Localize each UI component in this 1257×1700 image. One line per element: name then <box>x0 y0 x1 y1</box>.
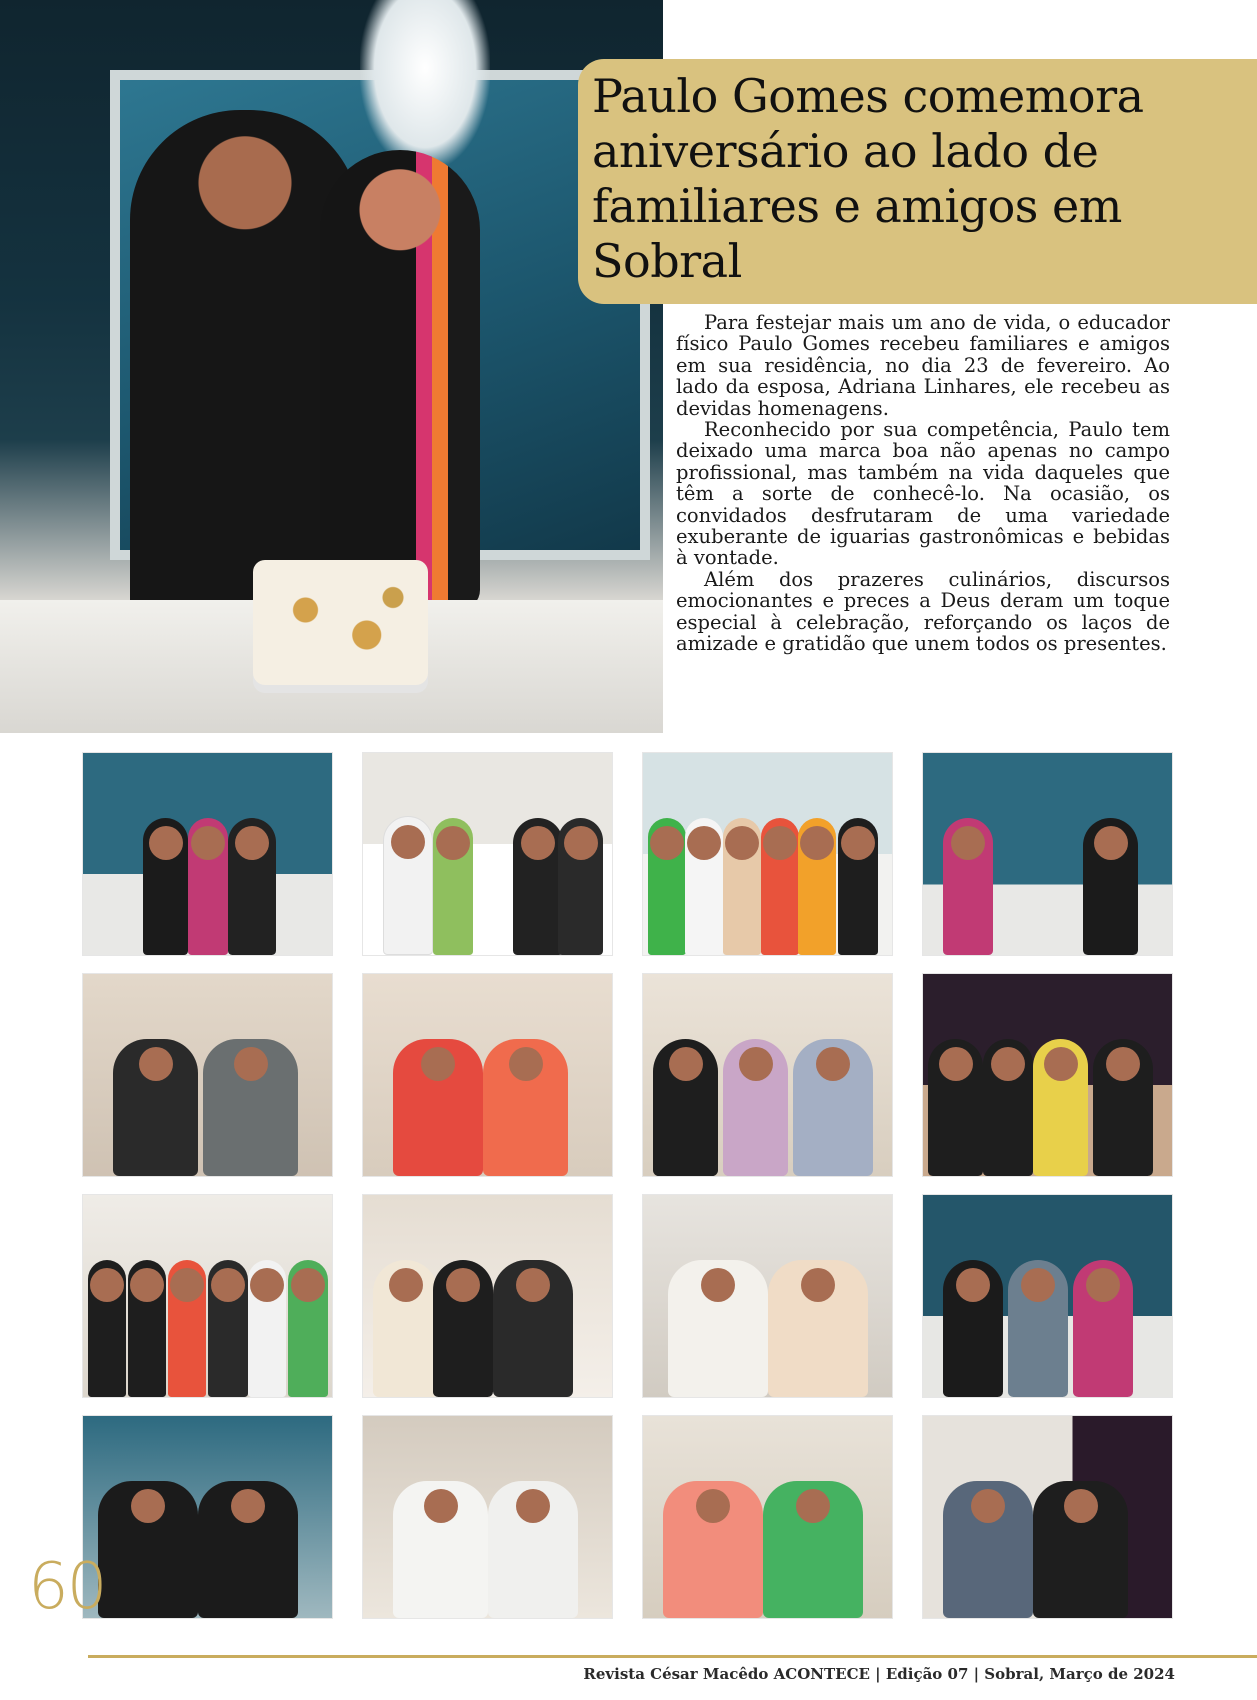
photo-grid <box>82 752 1173 1619</box>
hero-statue <box>360 0 490 170</box>
gallery-photo <box>362 752 613 956</box>
gallery-photo <box>922 752 1173 956</box>
gallery-photo <box>922 1415 1173 1619</box>
headline: Paulo Gomes comemora aniversário ao lado de familiares e amigos em Sobral <box>592 69 1144 288</box>
gallery-photo <box>362 973 613 1177</box>
gallery-photo <box>642 752 893 956</box>
article-paragraph: Além dos prazeres culinários, discursos emocionantes e preces a Deus deram um toque especial à celebração, reforçando os laços de amizade e gratidão que unem todos os presentes. <box>676 567 1170 656</box>
gallery-photo <box>922 1194 1173 1398</box>
article-body <box>676 312 1170 655</box>
hero-cake <box>253 560 428 685</box>
hero-person-woman <box>320 150 480 610</box>
page-number: 60 <box>28 1550 106 1624</box>
footer-credit: Revista César Macêdo ACONTECE | Edição 07 | Sobral, Março de 2024 <box>583 1665 1175 1683</box>
hero-photo <box>0 0 663 733</box>
headline-box <box>578 59 1257 304</box>
gallery-photo <box>82 1415 333 1619</box>
gallery-photo <box>642 1194 893 1398</box>
gallery-photo <box>82 973 333 1177</box>
article-paragraph: Para festejar mais um ano de vida, o educador físico Paulo Gomes recebeu familiares e amigos em sua residência, no dia 23 de fevereiro. Ao lado da esposa, Adriana Linhares, ele recebeu as devidas homenagens. <box>676 311 1170 420</box>
article-paragraph: Reconhecido por sua competência, Paulo tem deixado uma marca boa não apenas no campo profissional, mas também na vida daqueles que têm a sorte de conhecê-lo. Na ocasião, os convidados desfrutaram de uma variedade exuberante de iguarias gastronômicas e bebidas à vontade. <box>676 418 1170 570</box>
gallery-photo <box>82 752 333 956</box>
gallery-photo <box>362 1415 613 1619</box>
gallery-photo <box>642 1415 893 1619</box>
gallery-photo <box>922 973 1173 1177</box>
gallery-photo <box>82 1194 333 1398</box>
gallery-photo <box>642 973 893 1177</box>
gallery-photo <box>362 1194 613 1398</box>
footer-rule <box>88 1655 1257 1658</box>
